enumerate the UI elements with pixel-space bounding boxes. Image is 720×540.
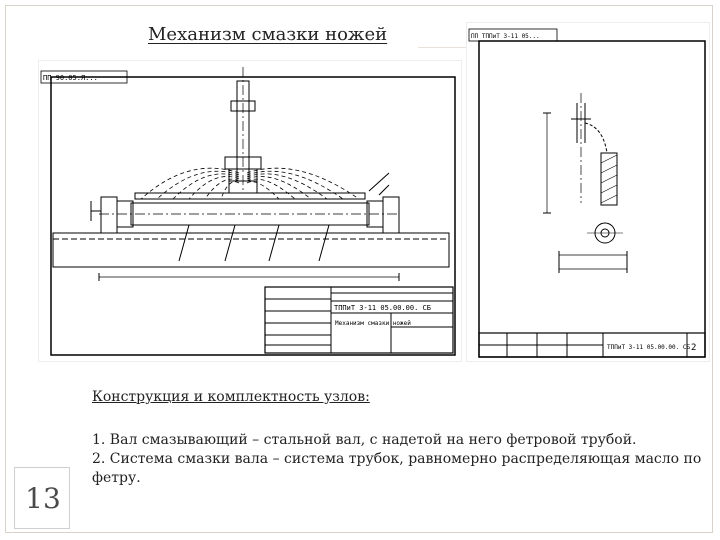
slide-title: Механизм смазки ножей	[148, 24, 388, 45]
assembly-drawing	[38, 60, 462, 362]
detail-drawing	[466, 22, 710, 362]
list-item: 1. Вал смазывающий – стальной вал, с надетой на него фетровой трубой.	[92, 432, 637, 448]
detail-doc-code: ТППиТ 3-11 05.00.00. СБ	[607, 344, 691, 351]
list-item: 2. Система смазки вала – система трубок, равномерно распределяющая масло по фетру.	[92, 451, 702, 486]
page-number-box	[14, 467, 70, 529]
title-divider	[418, 47, 468, 48]
page-number: 13	[25, 482, 61, 515]
main-doc-code: ТППиТ 3-11 05.00.00. СБ	[334, 304, 431, 312]
main-drawing-name: Механизм смазки ножей	[335, 320, 411, 327]
assembly-drawing-svg	[39, 61, 461, 361]
detail-sheet-number: 2	[691, 343, 697, 353]
section-heading: Конструкция и комплектность узлов:	[92, 389, 370, 405]
detail-drawing-svg	[467, 23, 709, 361]
component-list	[92, 431, 702, 488]
main-corner-stamp: ПП 90.05.Я...	[43, 74, 98, 82]
detail-corner-stamp: ПП ТППиТ 3-11 05...	[471, 33, 540, 40]
